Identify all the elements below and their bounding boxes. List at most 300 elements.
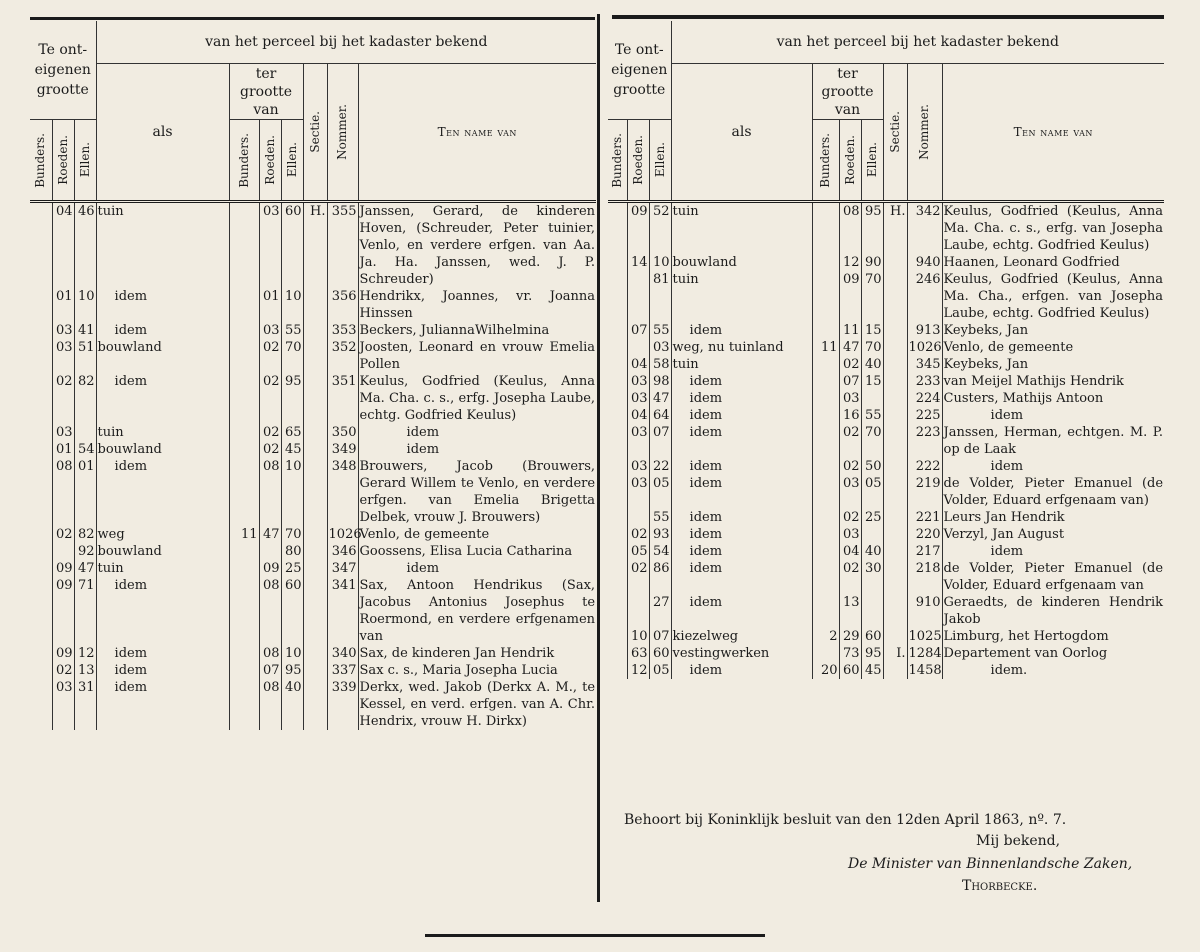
cell-sectie: [883, 526, 907, 543]
table-row: [30, 543, 596, 560]
cell-ter-ellen: 55: [861, 407, 883, 424]
cell-ter-bunders: [229, 458, 259, 526]
cell-ellen: 55: [649, 509, 671, 526]
cell-roeden: 03: [627, 373, 649, 390]
table-row: [30, 441, 596, 458]
table-row: [608, 390, 1164, 407]
cell-ter-roeden: 11: [839, 322, 861, 339]
cell-ter-bunders: [229, 441, 259, 458]
nommer-header: Nommer.: [327, 64, 358, 202]
table-row: [608, 339, 1164, 356]
cell-ter-bunders: [229, 543, 259, 560]
cell-name: Brouwers, Jacob (Brouwers, Gerard Willem te Venlo, en verdere erfgen. van Emelia Brigetta Delbek, vrouw J. Brouwers): [359, 459, 596, 525]
cell-roeden: 07: [627, 322, 649, 339]
cell-roeden: 04: [627, 356, 649, 373]
cell-roeden: 03: [627, 390, 649, 407]
cell-sectie: [883, 271, 907, 322]
cell-ter-ellen: 15: [861, 322, 883, 339]
cell-ter-bunders: [812, 645, 839, 662]
cell-ellen: 98: [649, 373, 671, 390]
cell-ter-ellen: 10: [281, 458, 303, 526]
cell-bunders: [30, 441, 52, 458]
cell-ter-ellen: 70: [861, 424, 883, 458]
cell-ter-roeden: 01: [259, 288, 281, 322]
cell-als: bouwland: [96, 339, 229, 373]
cell-bunders: [608, 203, 627, 254]
cell-roeden: 12: [627, 662, 649, 679]
cell-bunders: [608, 560, 627, 594]
table-row: [30, 458, 596, 526]
cell-als: weg, nu tuinland: [671, 339, 812, 356]
cell-bunders: [608, 509, 627, 526]
table-row: [608, 543, 1164, 560]
table-row: [608, 458, 1164, 475]
cell-name: Verzyl, Jan August: [942, 526, 1164, 543]
cell-bunders: [30, 560, 52, 577]
cell-ellen: 22: [649, 458, 671, 475]
cell-nommer: 347: [327, 560, 358, 577]
cell-roeden: 14: [627, 254, 649, 271]
cell-ter-ellen: 15: [861, 373, 883, 390]
cell-nommer: 1284: [908, 646, 942, 661]
cell-ter-bunders: [229, 373, 259, 424]
cell-ter-bunders: 11: [229, 526, 259, 543]
table-row: [30, 373, 596, 424]
cell-als: idem: [96, 577, 229, 645]
cell-nommer: 355: [327, 203, 358, 288]
cell-nommer: 351: [327, 373, 358, 424]
cell-ellen: 55: [649, 322, 671, 339]
cell-bunders: [30, 526, 52, 543]
ter-ellen-header: Ellen.: [281, 120, 303, 202]
cell-sectie: [303, 560, 327, 577]
ter-bunders-header-right: Bunders.: [812, 120, 839, 202]
cell-ter-roeden: 07: [259, 662, 281, 679]
ter-grootte-header: ter grootte van: [229, 64, 303, 120]
bunders-header: Bunders.: [33, 132, 48, 188]
cell-name: idem: [358, 424, 596, 441]
cell-ellen: 60: [649, 645, 671, 662]
cell-ellen: 81: [649, 271, 671, 322]
table-row: [608, 271, 1164, 322]
table-row: [30, 679, 596, 730]
cell-als: kiezelweg: [671, 628, 812, 645]
cell-ter-bunders: [229, 424, 259, 441]
cell-sectie: [303, 543, 327, 560]
cell-ter-roeden: 07: [839, 373, 861, 390]
cell-bunders: [608, 356, 627, 373]
cell-roeden: 09: [52, 645, 74, 662]
cell-bunders: [608, 662, 627, 679]
cell-sectie: [883, 475, 907, 509]
cell-roeden: [52, 543, 74, 560]
cell-sectie: [303, 526, 327, 543]
cell-bunders: [608, 424, 627, 458]
cell-ter-bunders: [229, 560, 259, 577]
cell-sectie: [303, 645, 327, 662]
cell-als: idem: [96, 645, 229, 662]
cell-ellen: 05: [649, 662, 671, 679]
cell-bunders: [30, 203, 52, 288]
cell-roeden: 03: [627, 475, 649, 509]
sectie-header-right: Sectie.: [883, 64, 907, 202]
cell-ter-ellen: 95: [281, 662, 303, 679]
cell-ter-ellen: 40: [861, 356, 883, 373]
table-row: [608, 424, 1164, 458]
roeden-header: Roeden.: [52, 120, 74, 202]
cell-ter-bunders: [229, 679, 259, 730]
cell-als: tuin: [671, 356, 812, 373]
cell-name: Keulus, Godfried (Keulus, Anna Ma. Cha., erfgen. van Josepha Laube, echtg. Godfried Keulus): [943, 272, 1164, 321]
cell-sectie: [303, 339, 327, 373]
cell-sectie: [883, 322, 907, 339]
cell-bunders: [608, 543, 627, 560]
cell-nommer: 1458: [908, 663, 942, 678]
cell-bunders: [608, 271, 627, 322]
cell-name: Custers, Mathijs Antoon: [942, 390, 1164, 407]
cell-ellen: 03: [649, 339, 671, 356]
cell-roeden: 03: [52, 424, 74, 441]
cell-ellen: 93: [649, 526, 671, 543]
cell-ellen: 86: [649, 560, 671, 594]
cell-nommer: 337: [327, 662, 358, 679]
cell-ter-bunders: [812, 594, 839, 628]
ellen-header-right: Ellen.: [649, 120, 671, 202]
cell-sectie: [883, 339, 907, 356]
cell-ellen: [74, 424, 96, 441]
roeden-header-right: Roeden.: [627, 120, 649, 202]
cell-als: idem: [671, 509, 812, 526]
cell-sectie: [883, 560, 907, 594]
cell-roeden: 02: [52, 526, 74, 543]
cell-bunders: [608, 645, 627, 662]
cell-nommer: 222: [907, 458, 942, 475]
cell-nommer: 341: [327, 577, 358, 645]
cell-ter-roeden: 02: [259, 339, 281, 373]
cell-sectie: [883, 628, 907, 645]
cell-name: Keulus, Godfried (Keulus, Anna Ma. Cha. c. s., erfg. Josepha Laube, echtg. Godfried Keulus): [359, 374, 596, 423]
ter-roeden-header: Roeden.: [259, 120, 281, 202]
cell-ter-roeden: 08: [259, 645, 281, 662]
cell-ter-ellen: 40: [861, 543, 883, 560]
cell-ter-bunders: [812, 424, 839, 458]
cell-als: tuin: [671, 203, 812, 254]
ten-name-van-header: Ten name van: [358, 64, 596, 202]
cell-nommer: 233: [907, 373, 942, 390]
cell-ter-roeden: 09: [839, 271, 861, 322]
cell-nommer: 339: [327, 679, 358, 730]
cell-nommer: 342: [907, 203, 942, 254]
cell-sectie: H.: [303, 203, 327, 288]
table-row: [30, 662, 596, 679]
cell-ter-roeden: 73: [839, 645, 861, 662]
cell-ellen: 01: [74, 458, 96, 526]
cell-roeden: 01: [52, 441, 74, 458]
cell-bunders: [30, 662, 52, 679]
cell-als: idem: [96, 288, 229, 322]
cell-ter-bunders: [812, 509, 839, 526]
cell-ter-bunders: [229, 203, 259, 288]
table-row: [608, 322, 1164, 339]
table-row: [608, 203, 1164, 254]
cell-name: Haanen, Leonard Godfried: [942, 254, 1164, 271]
cell-ter-bunders: [812, 560, 839, 594]
cell-sectie: [883, 509, 907, 526]
cell-nommer: 940: [907, 254, 942, 271]
cell-ter-roeden: 02: [259, 424, 281, 441]
cell-als: tuin: [96, 560, 229, 577]
cell-nommer: 353: [327, 322, 358, 339]
cell-sectie: [303, 424, 327, 441]
cell-name: Sax, Antoon Hendrikus (Sax, Jacobus Antonius Josephus te Roermond, en verdere erfgenamen van: [359, 578, 596, 644]
cell-bunders: [30, 373, 52, 424]
cell-sectie: [883, 390, 907, 407]
sectie-header: Sectie.: [303, 64, 327, 202]
cell-als: idem: [96, 373, 229, 424]
right-table-body: [608, 203, 1164, 679]
left-ledger-table: [30, 21, 596, 730]
table-row: [30, 560, 596, 577]
mij-bekend: Mij bekend,: [976, 833, 1061, 849]
cell-ellen: 31: [74, 679, 96, 730]
cell-name: Geraedts, de kinderen Hendrik Jakob: [943, 595, 1164, 627]
cell-name: Beckers, JuliannaWilhelmina: [358, 322, 596, 339]
table-row: [608, 475, 1164, 509]
nommer-header-right: Nommer.: [907, 64, 942, 202]
cell-name: Keybeks, Jan: [942, 356, 1164, 373]
cell-als: idem: [671, 594, 812, 628]
cell-roeden: 08: [52, 458, 74, 526]
cell-bunders: [30, 458, 52, 526]
cell-ellen: 92: [74, 543, 96, 560]
cell-ter-roeden: 03: [259, 203, 281, 288]
cell-als: idem: [96, 322, 229, 339]
cell-ter-roeden: 60: [839, 662, 861, 679]
table-row: [608, 254, 1164, 271]
cell-bunders: [30, 543, 52, 560]
cell-name: Derkx, wed. Jakob (Derkx A. M., te Kessel, en verd. erfgen. van A. Chr. Hendrix, vrouw H. Dirkx): [359, 680, 596, 729]
cell-bunders: [608, 458, 627, 475]
cell-ter-ellen: 40: [281, 679, 303, 730]
cell-ter-bunders: [812, 322, 839, 339]
cell-als: vestingwerken: [671, 645, 812, 662]
top-rule-left: [30, 17, 595, 20]
cell-als: tuin: [671, 271, 812, 322]
cell-ter-bunders: [229, 322, 259, 339]
cell-ter-roeden: 13: [839, 594, 861, 628]
als-header: als: [96, 64, 229, 202]
cell-als: idem: [671, 373, 812, 390]
cell-roeden: 10: [627, 628, 649, 645]
cell-bunders: [608, 475, 627, 509]
cell-bunders: [30, 679, 52, 730]
right-column: [608, 21, 1164, 679]
cell-name: Departement van Oorlog: [942, 645, 1164, 662]
cell-ter-roeden: 12: [839, 254, 861, 271]
cell-name: Venlo, de gemeente: [358, 526, 596, 543]
cell-bunders: [608, 373, 627, 390]
cell-name: Sax, de kinderen Jan Hendrik: [358, 645, 596, 662]
cell-ter-ellen: 45: [861, 662, 883, 679]
cell-ter-roeden: 03: [839, 526, 861, 543]
center-divider: [597, 14, 600, 902]
cell-ter-bunders: [812, 254, 839, 271]
minister-title: De Minister van Binnenlandsche Zaken,: [848, 856, 1133, 872]
als-header-right: als: [671, 64, 812, 202]
cell-nommer: 225: [907, 407, 942, 424]
cell-name: van Meijel Mathijs Hendrik: [942, 373, 1164, 390]
cell-ter-ellen: [861, 594, 883, 628]
cell-ter-ellen: 60: [281, 203, 303, 288]
cell-bunders: [608, 407, 627, 424]
cell-name: idem: [358, 560, 596, 577]
cell-name: Hendrikx, Joannes, vr. Joanna Hinssen: [359, 289, 596, 321]
cell-bunders: [608, 628, 627, 645]
table-row: [30, 339, 596, 373]
cell-als: bouwland: [671, 254, 812, 271]
table-row: [608, 645, 1164, 662]
cell-roeden: [627, 594, 649, 628]
cell-ter-ellen: 50: [861, 458, 883, 475]
cell-sectie: [883, 254, 907, 271]
cell-bunders: [608, 594, 627, 628]
cell-ter-roeden: 02: [839, 424, 861, 458]
cell-sectie: [883, 424, 907, 458]
cell-sectie: [883, 458, 907, 475]
cell-als: idem: [671, 475, 812, 509]
cell-bunders: [30, 339, 52, 373]
cell-nommer: 348: [327, 458, 358, 526]
cell-bunders: [608, 339, 627, 356]
cell-sectie: [883, 543, 907, 560]
table-row: [608, 662, 1164, 679]
ten-name-van-header-right: Ten name van: [942, 64, 1164, 202]
cell-roeden: [627, 509, 649, 526]
cell-name: idem: [358, 441, 596, 458]
te-onteigenen-header-right: Te ont-eigenen grootte: [608, 21, 671, 120]
table-row: [608, 356, 1164, 373]
cell-sectie: [883, 356, 907, 373]
cell-ellen: 54: [649, 543, 671, 560]
table-row: [608, 407, 1164, 424]
cell-als: idem: [671, 560, 812, 594]
cell-name: idem.: [942, 662, 1164, 679]
cell-roeden: 02: [627, 560, 649, 594]
cell-sectie: [883, 662, 907, 679]
cell-name: de Volder, Pieter Emanuel (de Volder, Eduard erfgenaam van): [943, 476, 1164, 508]
cell-sectie: [883, 373, 907, 390]
cell-als: idem: [671, 322, 812, 339]
table-row: [30, 288, 596, 322]
cell-ter-ellen: 80: [281, 543, 303, 560]
cell-ellen: 47: [649, 390, 671, 407]
left-column: [30, 21, 596, 730]
table-row: [608, 509, 1164, 526]
cell-ter-ellen: [861, 390, 883, 407]
cell-ellen: 13: [74, 662, 96, 679]
cell-ter-roeden: 03: [259, 322, 281, 339]
cell-nommer: 219: [907, 475, 942, 509]
cell-ter-roeden: 02: [839, 356, 861, 373]
cell-nommer: 356: [327, 288, 358, 322]
cell-ter-ellen: 65: [281, 424, 303, 441]
cell-ter-ellen: 95: [861, 203, 883, 254]
cell-name: idem: [942, 407, 1164, 424]
cell-bunders: [608, 322, 627, 339]
cell-bunders: [30, 577, 52, 645]
cell-ter-ellen: 60: [281, 577, 303, 645]
cell-ter-bunders: 20: [812, 662, 839, 679]
cell-nommer: 346: [327, 543, 358, 560]
cell-ter-ellen: 10: [281, 645, 303, 662]
cell-sectie: [303, 373, 327, 424]
cell-nommer: 350: [327, 424, 358, 441]
cell-ter-ellen: 05: [861, 475, 883, 509]
cell-nommer: 1026: [908, 340, 942, 355]
cell-ellen: 51: [74, 339, 96, 373]
cell-bunders: [30, 424, 52, 441]
cell-als: idem: [671, 458, 812, 475]
cell-sectie: [883, 407, 907, 424]
cell-roeden: 09: [52, 560, 74, 577]
right-ledger-table: [608, 21, 1164, 679]
table-row: [30, 526, 596, 543]
cell-ter-ellen: 25: [281, 560, 303, 577]
cell-bunders: [30, 322, 52, 339]
cell-ter-ellen: [861, 526, 883, 543]
cell-als: idem: [96, 679, 229, 730]
cell-roeden: 03: [52, 322, 74, 339]
cell-sectie: [303, 662, 327, 679]
cell-roeden: 05: [627, 543, 649, 560]
cell-ellen: 47: [74, 560, 96, 577]
cell-als: idem: [671, 407, 812, 424]
table-row: [30, 203, 596, 288]
cell-ter-roeden: 02: [839, 560, 861, 594]
cell-als: idem: [96, 662, 229, 679]
cell-name: Sax c. s., Maria Josepha Lucia: [358, 662, 596, 679]
cell-name: Keybeks, Jan: [942, 322, 1164, 339]
cell-ter-ellen: 10: [281, 288, 303, 322]
cell-nommer: 217: [907, 543, 942, 560]
cell-ellen: 71: [74, 577, 96, 645]
cell-nommer: 246: [907, 271, 942, 322]
cell-name: Keulus, Godfried (Keulus, Anna Ma. Cha. c. s., erfg. van Josepha Laube, echtg. Godfried Keulus): [943, 204, 1164, 253]
cell-roeden: [627, 339, 649, 356]
cell-nommer: 913: [907, 322, 942, 339]
cell-nommer: 220: [907, 526, 942, 543]
cell-ter-bunders: [229, 645, 259, 662]
cell-ter-bunders: [812, 407, 839, 424]
cell-sectie: [303, 577, 327, 645]
cell-name: Leurs Jan Hendrik: [942, 509, 1164, 526]
cell-roeden: 63: [627, 645, 649, 662]
cell-als: idem: [671, 526, 812, 543]
cell-nommer: 340: [327, 645, 358, 662]
cell-ter-bunders: [812, 475, 839, 509]
cell-name: Limburg, het Hertogdom: [942, 628, 1164, 645]
cell-roeden: [627, 271, 649, 322]
cell-ellen: 82: [74, 373, 96, 424]
cell-name: Venlo, de gemeente: [942, 339, 1164, 356]
cell-nommer: 352: [327, 339, 358, 373]
cell-bunders: [30, 288, 52, 322]
bunders-header-right: Bunders.: [609, 132, 624, 188]
cell-sectie: [303, 458, 327, 526]
cell-ter-ellen: 70: [861, 271, 883, 322]
table-row: [608, 560, 1164, 594]
cell-ter-bunders: [812, 543, 839, 560]
